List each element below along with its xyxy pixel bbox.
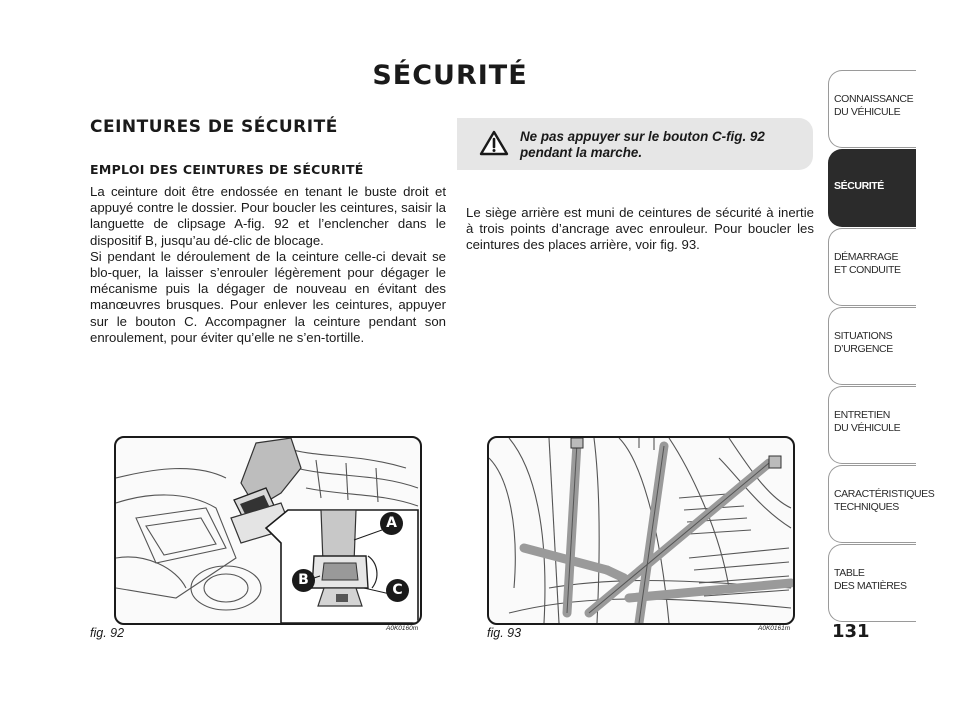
- page-title: SÉCURITÉ: [372, 60, 528, 91]
- warning-box: [457, 118, 813, 170]
- paragraph: La ceinture doit être endossée en tenant le buste droit et appuyé contre le dossier. Pour boucler les ceintures, saisir la languette de clipsage A-fig. 92 et l’enclencher dans le dispositif B, jusqu’au dé-clic de blocage.: [90, 184, 446, 248]
- tab-label: SÉCURITÉ: [834, 180, 884, 192]
- tab-label: SITUATIONS D’URGENCE: [834, 330, 893, 355]
- sidebar-chapter-tabs: [828, 70, 935, 623]
- figure-code: A0K0160m: [386, 625, 419, 632]
- tab-label: CARACTÉRISTIQUES TECHNIQUES: [834, 488, 935, 513]
- tab-connaissance-du-vehicule[interactable]: [828, 70, 916, 148]
- warning-triangle-icon: [479, 130, 509, 161]
- figure-label-b: B: [292, 569, 315, 592]
- body-text-left: [90, 184, 446, 346]
- warning-text: Ne pas appuyer sur le bouton C-fig. 92 pendant la marche.: [520, 129, 765, 160]
- figure-caption: fig. 92: [90, 626, 125, 640]
- paragraph: Si pendant le déroulement de la ceinture celle-ci devait se blo-quer, la laisser s’enrouler légèrement pour dégager le mécanisme puis la dégager de nouveau en évitant des manœuvres brusques. Pour enlever les ceintures, appuyer sur le bouton C. Accompagner la ceinture pendant son enroulement, pour éviter qu’elle ne s’en-tortille.: [90, 248, 446, 345]
- tab-table-des-matieres[interactable]: [828, 544, 916, 622]
- tab-label: CONNAISSANCE DU VÉHICULE: [834, 93, 914, 118]
- page-number: 131: [832, 621, 870, 642]
- figure-93-image: [487, 436, 795, 625]
- tab-securite[interactable]: [828, 149, 916, 227]
- tab-situations-d-urgence[interactable]: [828, 307, 916, 385]
- section-heading: CEINTURES DE SÉCURITÉ: [90, 117, 338, 137]
- figure-label-a: A: [380, 512, 403, 535]
- tab-demarrage-et-conduite[interactable]: [828, 228, 916, 306]
- tab-label: ENTRETIEN DU VÉHICULE: [834, 409, 901, 434]
- body-text-right: Le siège arrière est muni de ceintures de sécurité à inertie à trois points d’ancrage avec enrouleur. Pour boucler les ceintures des places arrière, voir fig. 93.: [466, 205, 814, 253]
- figure-caption: fig. 93: [487, 626, 522, 640]
- figure-label-c: C: [386, 579, 409, 602]
- section-subheading: EMPLOI DES CEINTURES DE SÉCURITÉ: [90, 162, 364, 177]
- tab-caracteristiques-techniques[interactable]: [828, 465, 935, 543]
- figure-92-image: [114, 436, 422, 625]
- tab-label: TABLE DES MATIÈRES: [834, 567, 907, 592]
- figure-code: A0K0161m: [758, 625, 791, 632]
- tab-label: DÉMARRAGE ET CONDUITE: [834, 251, 901, 276]
- tab-entretien-du-vehicule[interactable]: [828, 386, 916, 464]
